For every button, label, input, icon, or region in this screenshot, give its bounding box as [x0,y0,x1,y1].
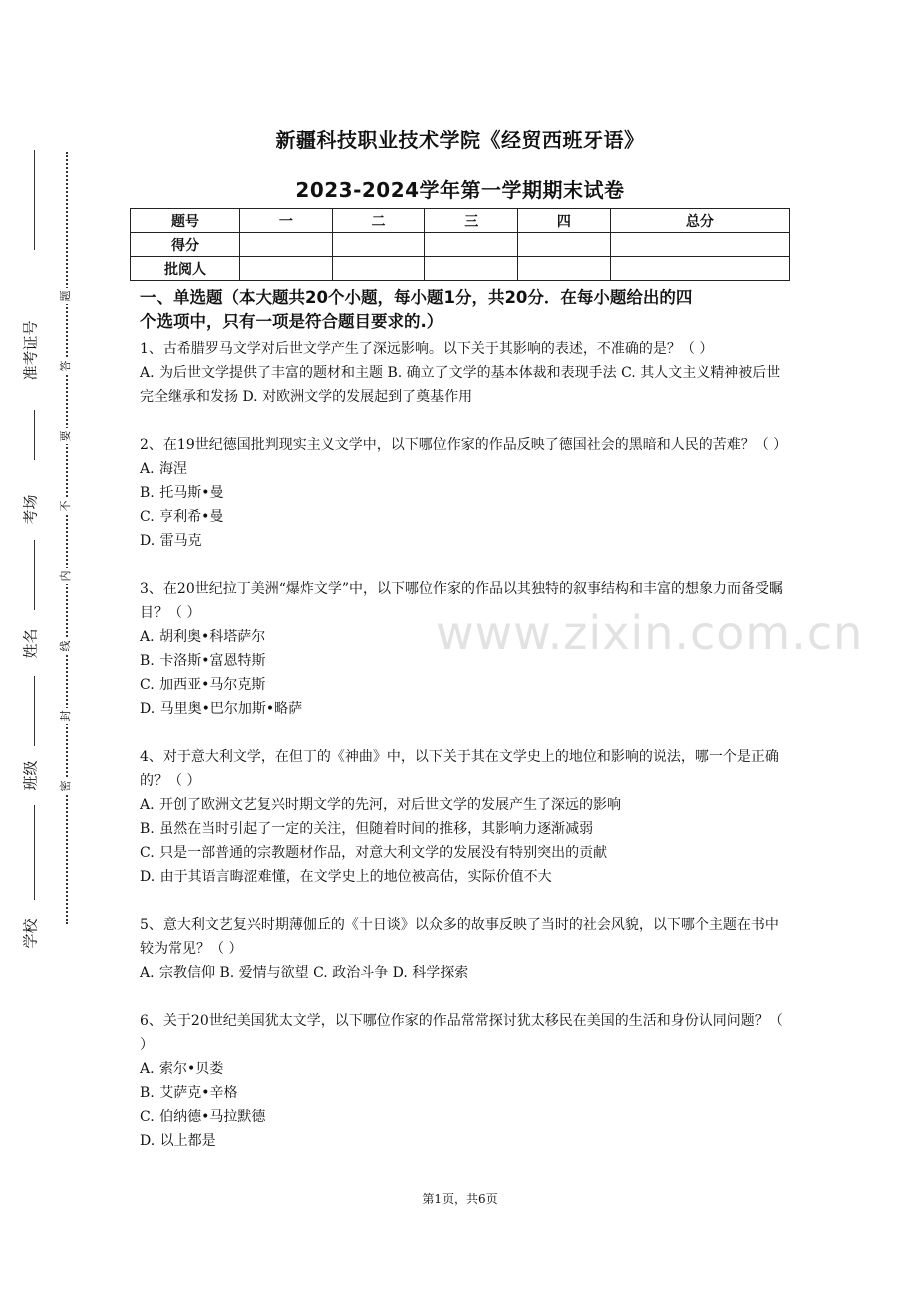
field-line [34,676,35,746]
question-5 [140,913,790,985]
margin-label-name: 姓名 [21,628,40,659]
option-d: D. 雷马克 [140,533,202,549]
question-options: A. 宗教信仰 B. 爱情与欲望 C. 政治斗争 D. 科学探索 [140,965,469,981]
field-line [34,805,35,900]
seal-char: 题 [58,288,74,304]
seal-char: 答 [58,358,74,374]
score-cell [425,233,518,257]
table-header-cell: 二 [332,209,425,233]
page-number: 第1页，共6页 [422,1192,498,1206]
margin-label-class: 班级 [21,760,40,791]
question-stem: 1、古希腊罗马文学对后世文学产生了深远影响。以下关于其影响的表述，不准确的是？（ ） [140,341,714,357]
margin-label-school: 学校 [21,918,40,949]
question-stem: 3、在20世纪拉丁美洲“爆炸文学”中，以下哪位作家的作品以其独特的叙事结构和丰富的想象力而备受瞩目？（ ） [140,581,784,621]
option-a: A. 开创了欧洲文艺复兴时期文学的先河，对后世文学的发展产生了深远的影响 [140,797,622,813]
section-heading-line: 一、单选题（本大题共20个小题，每小题1分，共20分．在每小题给出的四 [140,288,693,307]
option-c: C. 亨利希•曼 [140,509,224,525]
exam-title-line2: 2023-2024学年第一学期期末试卷 [295,178,625,202]
field-line [34,540,35,610]
watermark: www.zixin.com.cn [436,606,864,660]
seal-char: 密 [58,778,74,794]
option-b: B. 卡洛斯•富恩特斯 [140,653,266,669]
score-cell [610,233,789,257]
option-a: A. 海涅 [140,461,188,477]
score-table-row [131,233,790,257]
question-stem: 4、对于意大利文学，在但丁的《神曲》中，以下关于其在文学史上的地位和影响的说法，哪一个是正确的？（ ） [140,749,779,789]
seal-char: 内 [58,568,74,584]
grader-cell [425,257,518,281]
section-heading-line: 个选项中，只有一项是符合题目要求的.） [140,312,444,331]
row-label-grader: 批阅人 [131,257,240,281]
seal-char: 不 [58,498,74,514]
row-label-score: 得分 [131,233,240,257]
seal-char: 线 [58,638,74,654]
grader-cell [332,257,425,281]
score-cell [240,233,333,257]
grader-cell [240,257,333,281]
question-6 [140,1009,790,1153]
exam-content [140,286,790,1177]
option-a: A. 索尔•贝娄 [140,1061,224,1077]
question-3 [140,577,790,721]
option-b: B. 虽然在当时引起了一定的关注，但随着时间的推移，其影响力逐渐减弱 [140,821,594,837]
score-table [130,208,790,281]
question-4 [140,745,790,889]
seal-dotted-line [66,152,68,924]
question-stem: 2、在19世纪德国批判现实主义文学中，以下哪位作家的作品反映了德国社会的黑暗和人民的苦难？（ ） [140,437,788,453]
margin-label-exam-id: 准考证号 [21,320,40,381]
option-c: C. 伯纳德•马拉默德 [140,1109,266,1125]
question-options: A. 为后世文学提供了丰富的题材和主题 B. 确立了文学的基本体裁和表现手法 C. 其人文主义精神被后世完全继承和发扬 D. 对欧洲文学的发展起到了奠基作用 [140,365,781,405]
question-2 [140,433,790,553]
option-d: D. 马里奥•巴尔加斯•略萨 [140,701,303,717]
seal-char: 要 [58,428,74,444]
field-line [34,410,35,460]
option-c: C. 加西亚•马尔克斯 [140,677,266,693]
option-d: D. 由于其语言晦涩难懂，在文学史上的地位被高估，实际价值不大 [140,869,552,885]
table-header-cell: 总分 [610,209,789,233]
option-b: B. 托马斯•曼 [140,485,224,501]
table-header-cell: 题号 [131,209,240,233]
score-table-header-row [131,209,790,233]
section-heading [140,286,790,334]
option-c: C. 只是一部普通的宗教题材作品，对意大利文学的发展没有特别突出的贡献 [140,845,608,861]
option-d: D. 以上都是 [140,1133,216,1149]
option-a: A. 胡利奥•科塔萨尔 [140,629,266,645]
score-cell [332,233,425,257]
question-stem: 5、意大利文艺复兴时期薄伽丘的《十日谈》以众多的故事反映了当时的社会风貌，以下哪个主题在书中较为常见？（ ） [140,917,779,957]
option-b: B. 艾萨克•辛格 [140,1085,238,1101]
table-header-cell: 三 [425,209,518,233]
question-1 [140,337,790,409]
grader-cell [610,257,789,281]
score-table-row [131,257,790,281]
table-header-cell: 一 [240,209,333,233]
margin-label-exam-room: 考场 [21,494,40,525]
table-header-cell: 四 [518,209,611,233]
grader-cell [518,257,611,281]
score-cell [518,233,611,257]
question-stem: 6、关于20世纪美国犹太文学，以下哪位作家的作品常常探讨犹太移民在美国的生活和身份认同问题？（ ） [140,1013,783,1053]
exam-title-line1: 新疆科技职业技术学院《经贸西班牙语》 [275,128,645,152]
seal-char: 封 [58,708,74,724]
